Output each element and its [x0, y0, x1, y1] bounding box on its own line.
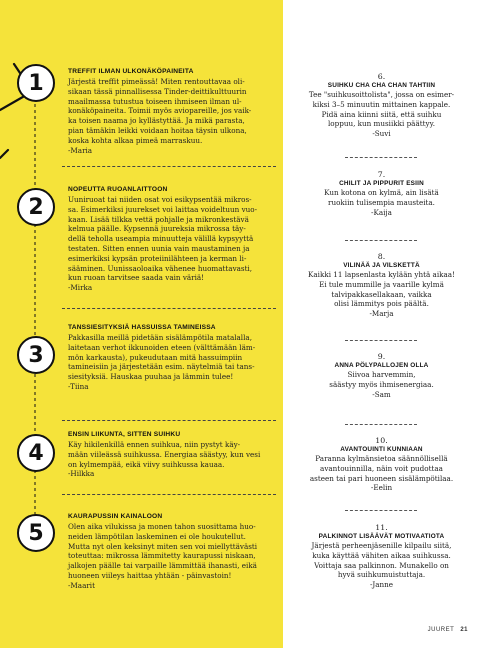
tip-signature: -Mirka — [68, 283, 93, 293]
tip-title: AVANTOUINTI KUNNIAAN — [340, 446, 423, 453]
tip-line: toteuttaa: mikrossa lämmitetty kaurapussi niskaan, — [68, 551, 256, 561]
tip-line: laitetaan verhot ikkunoiden eteen (välttämään läm- — [68, 342, 256, 352]
tip-body — [283, 90, 480, 139]
section-divider — [62, 166, 276, 167]
tip-signature: -Janne — [369, 580, 394, 590]
section-divider — [62, 420, 276, 421]
tip-title: TANSSIESITYKSIÄ HASSUISSA TAMINEISSA — [68, 324, 216, 331]
tip-line: huoneen viileys haittaa yhtään - päinvastoin! — [68, 570, 232, 580]
section-divider — [345, 424, 417, 425]
tip-title: ANNA PÖLYPALLOJEN OLLA — [334, 362, 429, 369]
page-footer — [428, 627, 468, 633]
tip-title: TREFFIT ILMAN ULKONÄKÖPAINEITA — [68, 68, 194, 75]
tip-line: Tee "suihkusoittolista", jossa on esimer- — [308, 90, 455, 99]
tip-line: Kaikki 11 lapsenlasta kylään yhtä aikaa! — [308, 270, 455, 279]
tip-line: Käy hikilenkillä ennen suihkua, niin pystyt käy- — [68, 440, 241, 449]
section-divider — [345, 157, 417, 158]
tip-line: Voittaja saa palkinnon. Munakello on — [314, 560, 449, 570]
tip-block — [68, 513, 273, 591]
right-panel — [283, 0, 480, 648]
tip-block — [68, 68, 273, 155]
tip-body — [283, 270, 480, 319]
tip-line: maailmassa tutustua toiseen ihmiseen ilman ul- — [68, 96, 242, 106]
tip-block — [68, 186, 273, 293]
tip-line: Mutta nyt olen keksinyt miten sen voi miellyttävästi — [68, 541, 258, 551]
tip-line: Järjestä perheenjäsenille kilpailu siitä, — [311, 541, 452, 550]
tip-line: Siivoa harvemmin, — [347, 370, 416, 379]
tip-signature: -Marja — [369, 309, 394, 319]
tip-line: sääminen. Uunissaoloaika vähenee huomattavasti, — [68, 263, 253, 273]
tip-title: CHILIT JA PIPPURIT ESIIN — [339, 180, 424, 187]
tip-signature: -Tiina — [68, 381, 89, 391]
tip-body — [283, 370, 480, 399]
tip-body — [283, 454, 480, 493]
tip-body — [68, 195, 273, 293]
tip-body — [283, 541, 480, 590]
section-divider — [345, 240, 417, 241]
tip-title: PALKINNOT LISÄÄVÄT MOTIVAATIOTA — [318, 533, 445, 540]
tip-line: jalkojen päälle tai varpaille lämmittää ihanasti, eikä — [68, 561, 257, 571]
tip-block — [68, 324, 273, 392]
tip-line: pian tämäkin leikki voidaan hoitaa täysin ulkona, — [68, 125, 247, 135]
tip-line: talvipakkasellakaan, vaikka — [331, 289, 432, 299]
tip-line: Ei tule mummille ja vaarille kylmä — [319, 279, 444, 289]
tip-line: koska kohta alkaa pimeä marraskuu. — [68, 135, 203, 145]
tip-block — [283, 72, 480, 139]
tip-line: Uuniruoat tai niiden osat voi esikypsentää mikros- — [68, 195, 252, 204]
tip-line: hyvä suihkumuistuttaja. — [337, 570, 426, 580]
tip-block — [283, 170, 480, 217]
tip-body — [283, 188, 480, 217]
tip-line: kaan. Lisää tilkka vettä pohjalle ja mikronkestävä — [68, 214, 249, 224]
page-number: 21 — [460, 627, 468, 633]
tip-number: 10. — [375, 436, 388, 445]
tip-title: KAURAPUSSIN KAINALOON — [68, 513, 163, 520]
tip-line: sikaan tässä pinnallisessa Tinder-deittikulttuurin — [68, 86, 247, 96]
tip-number-badge: 3 — [17, 336, 55, 374]
tip-body — [68, 77, 273, 155]
tip-line: Olen aika vilukissa ja monen tahon suosittama huo- — [68, 522, 256, 531]
tip-line: esimerkiksi kypsän proteiinilähteen ja kerman li- — [68, 253, 247, 263]
tip-block — [68, 431, 273, 479]
tip-number-badge: 5 — [17, 514, 55, 552]
tip-number-badge: 4 — [17, 434, 55, 472]
section-divider — [62, 308, 276, 309]
tip-line: kiksi 3–5 minuutin mittainen kappale. — [312, 99, 451, 109]
tip-line: loppuu, kun musiikki päättyy. — [328, 119, 435, 129]
tip-title: NOPEUTTA RUOANLAITTOON — [68, 186, 168, 193]
tip-block — [283, 352, 480, 399]
section-divider — [62, 494, 276, 495]
tip-number: 9. — [377, 352, 386, 361]
tip-title: SUIHKU CHA CHA CHAN TAHTIIN — [327, 82, 436, 89]
tip-signature: -Eelin — [370, 483, 393, 493]
tip-line: ruokiin tulisempia mausteita. — [328, 197, 435, 207]
tip-number-badge: 2 — [17, 188, 55, 226]
tip-line: mään viileässä suihkussa. Energiaa säästyy, kun vesi — [68, 449, 261, 459]
tip-line: tamineisiin ja järjestetään esim. näytelmiä tai tans- — [68, 362, 255, 372]
tip-line: Pidä aina kiinni siitä, että suihku — [321, 109, 442, 119]
tip-line: Paranna kylmänsietoa säännöllisellä — [315, 454, 448, 463]
tip-line: testaten. Sitten ennen uunia vain maustaminen ja — [68, 243, 250, 253]
tip-line: kelmua päälle. Kypsennä juureksia mikrossa täy- — [68, 224, 246, 234]
tip-line: avantouinnilla, näin voit pudottaa — [320, 463, 443, 473]
tip-line: on kylmempää, eikä viivy suihkussa kauaa. — [68, 459, 225, 469]
tip-number: 11. — [375, 523, 388, 532]
tip-body — [68, 333, 273, 392]
tip-block — [283, 252, 480, 319]
tip-line: ka toisen naama jo kyllästyttää. Ja mikä parasta, — [68, 116, 245, 126]
tip-line: kuka käyttää vähiten aikaa suihkussa. — [312, 550, 451, 560]
tip-line: mön karkausta), pukeudutaan mitä hassuimpiin — [68, 352, 243, 362]
tip-signature: -Hilkka — [68, 469, 95, 479]
tip-line: Kun kotona on kylmä, ain lisätä — [324, 188, 439, 197]
tip-body — [68, 522, 273, 591]
tip-line: sa. Esimerkiksi juurekset voi laittaa voideltuun vuo- — [68, 204, 258, 214]
magazine-name: JUURET — [427, 627, 455, 633]
tip-line: dellä teholla useampia minuutteja välillä kypsyyttä — [68, 234, 254, 244]
tip-title: ENSIN LIIKUNTA, SITTEN SUIHKU — [68, 431, 181, 438]
tip-line: Pakkasilla meillä pidetään sisälämpötila matalalla, — [68, 333, 252, 342]
tip-line: Järjestä treffit pimeässä! Miten rentouttavaa oli- — [68, 77, 245, 86]
tip-line: siesityksiä. Hauskaa puuhaa ja lämmin tulee! — [68, 372, 234, 382]
tip-block — [283, 523, 480, 590]
tip-line: kun ruoan tarvitsee saada vain väriä! — [68, 273, 205, 283]
tip-block — [283, 436, 480, 493]
section-divider — [345, 510, 417, 511]
tip-number: 8. — [377, 252, 386, 261]
tip-line: asteen tai pari huoneen sisälämpötilaa. — [309, 473, 454, 483]
tip-signature: -Sam — [372, 389, 391, 399]
tip-line: konäköpaineita. Toimii myös aviopareille, jos vaik- — [68, 106, 252, 116]
tip-body — [68, 440, 273, 479]
tip-signature: -Maria — [68, 145, 93, 155]
tip-line: olisi lämmitys pois päältä. — [334, 299, 429, 309]
tip-line: neiden lämpötilan laskeminen ei ole houkutellut. — [68, 531, 246, 541]
tip-number: 6. — [377, 72, 386, 81]
tip-signature: -Maarit — [68, 580, 95, 590]
tip-signature: -Suvi — [372, 129, 391, 139]
tip-signature: -Kaija — [371, 207, 392, 217]
tip-number-badge: 1 — [17, 64, 55, 102]
tip-number: 7. — [377, 170, 386, 179]
section-divider — [345, 340, 417, 341]
tip-title: VILINÄÄ JA VILSKETTÄ — [343, 262, 420, 269]
tip-line: säästyy myös ihmisenergiaa. — [329, 379, 434, 389]
